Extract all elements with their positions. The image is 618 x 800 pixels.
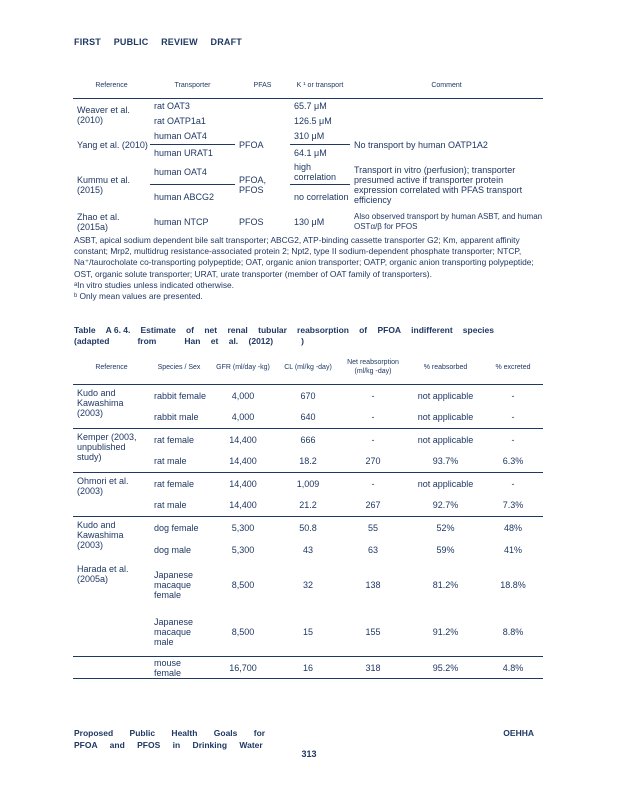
species-cell: Japanese macaque male [150, 609, 208, 657]
comment-cell: No transport by human OATP1A2 [354, 139, 488, 150]
net-cell: 270 [338, 451, 408, 473]
reference-cell: Ohmori et al. (2003) [73, 473, 150, 517]
net-cell: 63 [367, 544, 378, 555]
value-cell: 130 μM [294, 216, 325, 227]
gfr-cell: 14,400 [208, 495, 278, 517]
column-header: PFAS [235, 72, 290, 99]
table-caption [74, 325, 544, 347]
caption-word: from [137, 336, 157, 346]
value-cell: 310 μM [290, 129, 350, 145]
exc-cell: 4.8% [483, 657, 543, 679]
species-cell: dog female [154, 522, 199, 533]
transporter-table [73, 72, 543, 235]
gfr-cell: 14,400 [229, 434, 257, 445]
exc-cell: - [511, 390, 515, 401]
cl-cell: 21.2 [278, 495, 338, 517]
species-cell: rat female [154, 434, 195, 445]
table-header-row [73, 350, 543, 385]
exc-cell: 7.3% [483, 495, 543, 517]
cl-cell: 32 [302, 579, 313, 590]
gfr-cell: 4,000 [231, 390, 255, 401]
reab-cell: 92.7% [408, 495, 483, 517]
column-header: Reference [73, 350, 150, 385]
reab-cell: 91.2% [408, 609, 483, 657]
caption-word: Han et al. (2012) [184, 336, 274, 346]
table-row [73, 657, 543, 679]
table-header-row [73, 72, 543, 99]
species-cell: rabbit female [154, 390, 207, 401]
reab-cell: not applicable [417, 390, 474, 401]
reab-cell: 59% [436, 544, 455, 555]
transporter-cell: human OAT4 [150, 161, 235, 185]
transporter-cell: human URAT1 [154, 147, 213, 158]
net-cell: - [371, 478, 375, 489]
species-cell: rat male [150, 495, 208, 517]
caption-word: ) [301, 336, 304, 346]
comment-cell: Transport in vitro (perfusion); transporter presumed active if transporter protein expression correlated with PFAS transport efficiency [354, 164, 523, 205]
reference-cell: Harada et al. (2005a) [77, 563, 129, 584]
reab-cell: 81.2% [432, 579, 459, 590]
pfas-cell [235, 99, 290, 129]
page-footer [74, 727, 534, 751]
species-cell: rabbit male [150, 407, 208, 429]
species-cell: Japanese macaque female [154, 569, 194, 600]
transporter-cell: rat OAT3 [154, 101, 190, 112]
reab-cell: not applicable [417, 478, 474, 489]
species-cell: dog male [154, 544, 192, 555]
cl-cell: 50.8 [299, 522, 317, 533]
reference-cell [73, 609, 150, 657]
net-cell: - [371, 434, 375, 445]
running-header: FIRST PUBLIC REVIEW DRAFT [74, 37, 242, 47]
reference-cell: Yang et al. (2010) [77, 139, 148, 150]
column-header: Reference [73, 72, 150, 99]
reference-cell: Kudo and Kawashima (2003) [77, 520, 124, 550]
gfr-cell: 8,500 [208, 609, 278, 657]
column-header: Comment [350, 72, 543, 99]
gfr-cell: 14,400 [208, 451, 278, 473]
column-header: % excreted [483, 350, 543, 385]
exc-cell: - [483, 407, 543, 429]
abbreviations-note: ASBT, apical sodium dependent bile salt transporter; ABCG2, ATP-binding cassette transporter G2; Km, apparent affinity constant; Mrp2, multidrug resistance-associated protein 2; Npt2, type II sodium-dependent phosphate transporter; NTCP, Na⁺/taurocholate co-transporting polypeptide; OAT, organic anion transporter; OATP, organic anion transporting polypeptide; OST, organic solute transporter; URAT, urate transporter (member of OAT family of transporters). [74, 235, 534, 279]
reab-cell: 93.7% [408, 451, 483, 473]
value-cell: no correlation [294, 191, 349, 202]
footer-title-line-2: PFOA and PFOS in Drinking Water [74, 740, 263, 750]
comment-cell [350, 99, 543, 129]
gfr-cell: 5,300 [231, 544, 255, 555]
column-header: Net reabsorption (ml/kg -day) [338, 350, 408, 385]
footnote-b: ᵇ Only mean values are presented. [74, 291, 203, 302]
exc-cell: 18.8% [500, 579, 526, 590]
exc-cell: 48% [503, 522, 522, 533]
species-cell: rat male [150, 451, 208, 473]
pfas-cell: PFOA [239, 139, 264, 150]
column-header: Species / Sex [150, 350, 208, 385]
footer-agency: OEHHA [503, 728, 534, 738]
net-cell: 55 [367, 522, 378, 533]
caption-word: (adapted [74, 336, 110, 346]
exc-cell: - [511, 478, 515, 489]
caption-word: Estimate [140, 325, 176, 335]
column-header: GFR (ml/day -kg) [208, 350, 278, 385]
species-cell: mouse female [150, 657, 208, 679]
net-cell: - [371, 390, 375, 401]
reabsorption-table [73, 350, 543, 679]
gfr-cell: 14,400 [229, 478, 257, 489]
comment-cell: Also observed transport by human ASBT, and human OSTα/β for PFOS [354, 211, 543, 231]
reference-cell: Zhao et al. (2015a) [77, 211, 120, 232]
reab-cell: not applicable [417, 434, 474, 445]
transporter-cell: human NTCP [154, 216, 209, 227]
footnote-a: ᵃIn vitro studies unless indicated otherwise. [74, 279, 234, 290]
value-cell: 126.5 μM [294, 116, 332, 126]
table-row [73, 99, 543, 114]
cl-cell: 15 [278, 609, 338, 657]
exc-cell: - [511, 434, 515, 445]
net-cell: 155 [338, 609, 408, 657]
caption-word: indifferent [411, 325, 453, 335]
reference-cell: Kudo and Kawashima (2003) [73, 385, 150, 429]
caption-word: A 6. 4. [105, 325, 131, 335]
caption-word: reabsorption [297, 325, 349, 335]
table-notes [74, 235, 554, 302]
gfr-cell: 5,300 [231, 522, 255, 533]
reab-cell: not applicable [408, 407, 483, 429]
reab-cell: 52% [436, 522, 455, 533]
table-row [73, 161, 543, 185]
cl-cell: 43 [302, 544, 313, 555]
net-cell: - [338, 407, 408, 429]
footer-title-line-1: Proposed Public Health Goals for [74, 728, 266, 738]
table-row [73, 609, 543, 657]
transporter-cell: human ABCG2 [154, 191, 215, 202]
value-cell: high correlation [290, 161, 350, 185]
column-header: CL (ml/kg -day) [278, 350, 338, 385]
exc-cell: 6.3% [483, 451, 543, 473]
column-header: Transporter [150, 72, 235, 99]
table-row [73, 473, 543, 495]
value-cell: 64.1 μM [294, 147, 327, 158]
caption-word: Table [74, 325, 96, 335]
value-cell: 65.7 μM [294, 101, 327, 112]
caption-word: species [462, 325, 494, 335]
caption-word: of PFOA [359, 325, 402, 335]
cl-cell: 1,009 [296, 478, 320, 489]
table-row [73, 429, 543, 451]
table-row [73, 209, 543, 235]
reference-cell [73, 657, 150, 679]
exc-cell: 41% [503, 544, 522, 555]
reference-cell: Kemper (2003, unpublished study) [73, 429, 150, 473]
gfr-cell: 4,000 [208, 407, 278, 429]
table-row [73, 561, 543, 609]
net-cell: 267 [338, 495, 408, 517]
cl-cell: 16 [278, 657, 338, 679]
transporter-cell: rat OATP1a1 [154, 116, 206, 126]
column-header: K ¹ or transport [290, 72, 350, 99]
caption-word: of net renal tubular [185, 325, 287, 335]
page-number: 313 [301, 749, 317, 759]
exc-cell: 8.8% [483, 609, 543, 657]
table-row [73, 517, 543, 539]
pfas-cell: PFOA, PFOS [239, 174, 267, 195]
cl-cell: 670 [300, 390, 316, 401]
cl-cell: 18.2 [278, 451, 338, 473]
cl-cell: 640 [278, 407, 338, 429]
cl-cell: 666 [300, 434, 316, 445]
transporter-cell: human OAT4 [150, 129, 235, 145]
reference-cell: Kummu et al. (2015) [77, 174, 131, 195]
gfr-cell: 8,500 [231, 579, 255, 590]
table-row [73, 129, 543, 145]
reference-cell: Weaver et al. (2010) [77, 105, 130, 126]
net-cell: 138 [365, 579, 381, 590]
net-cell: 318 [338, 657, 408, 679]
table-row [73, 385, 543, 407]
gfr-cell: 16,700 [208, 657, 278, 679]
reab-cell: 95.2% [408, 657, 483, 679]
pfas-cell: PFOS [239, 216, 264, 227]
species-cell: rat female [154, 478, 195, 489]
column-header: % reabsorbed [408, 350, 483, 385]
